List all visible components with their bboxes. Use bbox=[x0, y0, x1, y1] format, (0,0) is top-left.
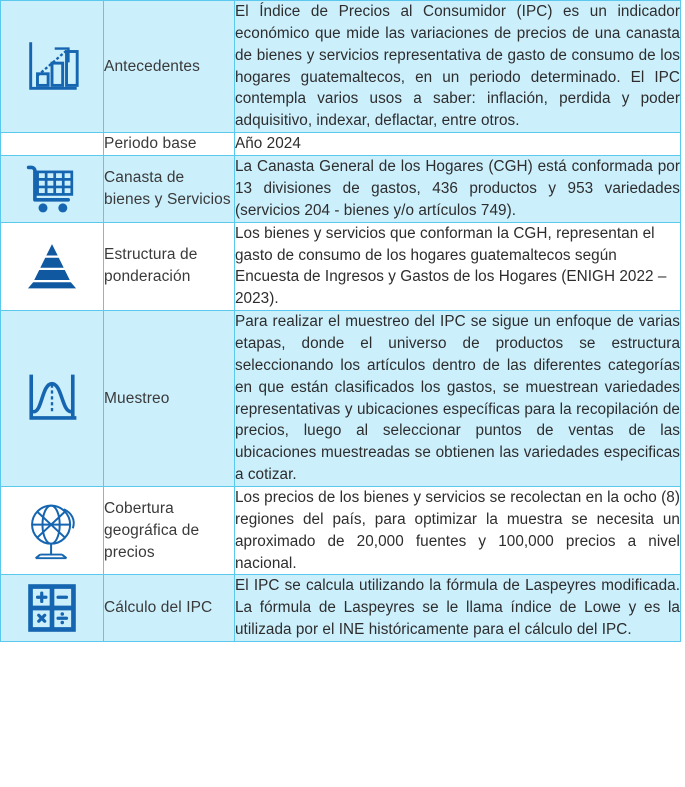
row-icon-cell-periodo-base bbox=[1, 133, 104, 156]
row-label-canasta: Canasta de bienes y Servicios bbox=[104, 156, 235, 223]
row-label-periodo-base: Periodo base bbox=[104, 133, 235, 156]
row-description-calculo: El IPC se calcula utilizando la fórmula de Laspeyres modificada. La fórmula de Laspeyres se le llama índice de Lowe y es la utilizada por el INE históricamente para el cálculo del IPC. bbox=[235, 575, 681, 642]
row-label-muestreo: Muestreo bbox=[104, 311, 235, 487]
calculator-icon bbox=[1, 580, 103, 636]
table-row bbox=[1, 487, 681, 575]
row-description-muestreo: Para realizar el muestreo del IPC se sigue un enfoque de varias etapas, donde el universo de productos se estructura seleccionando los artículos dentro de las diferentes categorías en que están clasificados los gastos, se muestrean variedades representativas y ubicaciones específicas para la recopilación de precios, luego al seleccionar puntos de ventas de las ubicaciones muestreadas se obtienen las variedades especificas a cotizar. bbox=[235, 311, 681, 487]
row-icon-cell-canasta bbox=[1, 156, 104, 223]
row-description-periodo-base: Año 2024 bbox=[235, 133, 681, 156]
row-icon-cell-cobertura bbox=[1, 487, 104, 575]
pyramid-icon bbox=[1, 240, 103, 292]
row-label-estructura: Estructura de ponderación bbox=[104, 222, 235, 310]
globe-stand-icon bbox=[1, 500, 103, 562]
row-description-canasta: La Canasta General de los Hogares (CGH) está conformada por 13 divisiones de gastos, 436 productos y 953 variedades (servicios 204 - bienes y/o artículos 749). bbox=[235, 156, 681, 223]
row-icon-cell-antecedentes bbox=[1, 1, 104, 133]
row-description-antecedentes: El Índice de Precios al Consumidor (IPC) es un indicador económico que mide las variaciones de precios de una canasta de bienes y servicios representativa de gasto de consumo de los hogares guatemaltecos, en un periodo determinado. El IPC contempla varios usos a saber: inflación, perdida y poder adquisitivo, indexar, deflactar, entre otros. bbox=[235, 1, 681, 133]
row-icon-cell-muestreo bbox=[1, 311, 104, 487]
row-description-estructura: Los bienes y servicios que conforman la CGH, representan el gasto de consumo de los hogares guatemaltecos según Encuesta de Ingresos y Gastos de los Hogares (ENIGH 2022 – 2023). bbox=[235, 222, 681, 310]
row-icon-cell-calculo bbox=[1, 575, 104, 642]
bar-chart-growth-icon bbox=[1, 36, 103, 98]
row-label-antecedentes: Antecedentes bbox=[104, 1, 235, 133]
row-description-cobertura: Los precios de los bienes y servicios se recolectan en la ocho (8) regiones del país, para optimizar la muestra se necesita un aproximado de 20,000 fuentes y 100,000 precios a nivel nacional. bbox=[235, 487, 681, 575]
row-label-calculo: Cálculo del IPC bbox=[104, 575, 235, 642]
row-label-cobertura: Cobertura geográfica de precios bbox=[104, 487, 235, 575]
table-row bbox=[1, 575, 681, 642]
table-row bbox=[1, 133, 681, 156]
row-icon-cell-estructura bbox=[1, 222, 104, 310]
table-row bbox=[1, 222, 681, 310]
bell-curve-icon bbox=[1, 371, 103, 427]
shopping-cart-icon bbox=[1, 162, 103, 216]
table-row bbox=[1, 1, 681, 133]
table-row bbox=[1, 156, 681, 223]
table-row bbox=[1, 311, 681, 487]
